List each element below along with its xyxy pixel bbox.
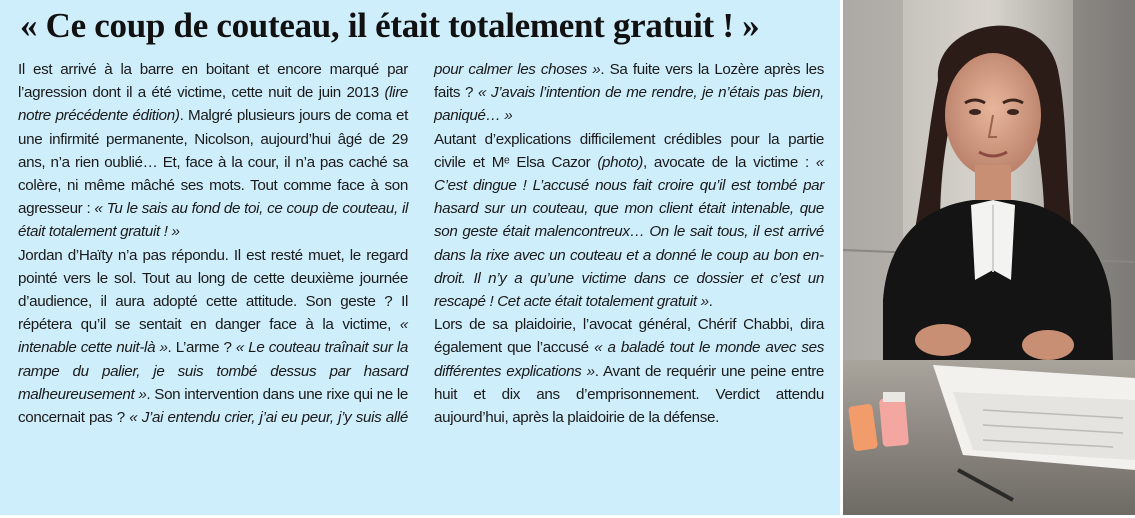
quote-text: (lire notre précédente édition): [18, 84, 408, 125]
article-paragraph: [434, 313, 824, 429]
article-paragraph: [434, 128, 824, 314]
body-text: . Sa fuite vers la Lozère après les faits ?: [434, 61, 824, 102]
body-text: .: [708, 293, 713, 311]
body-text: . Avant de requérir une peine entre huit et dix ans d’emprisonnement. Verdict attendu aujourd’hui, après la plaidoirie de la défense.: [434, 362, 825, 427]
quote-text: « J’avais l’intention de me rendre, je n’étais pas bien, paniqué… »: [434, 84, 824, 125]
lawyer-portrait-image: [843, 0, 1135, 515]
body-text: Lors de sa plaidoirie, l’avocat général, Chérif Chabbi, dira également que l’accusé: [434, 316, 824, 357]
quote-text: « Le couteau traînait sur la rampe du palier, je suis tombé dessus par hasard malheureusement »: [18, 339, 408, 403]
body-text: Il est arrivé à la barre en boitant et encore marqué par l’agression dont il a été victime, cette nuit de juin 2013: [18, 61, 408, 102]
body-text: , avocate de la victime :: [643, 153, 816, 171]
body-text: Jordan d’Haïty n’a pas répondu. Il est resté muet, le regard pointé vers le sol. Tout au long de cette deuxième journée d’audience, il aura adopté cette attitude. Son geste ? Il répétera qu’il se sentait en danger face à la victime,: [18, 246, 408, 334]
quote-text: « intenable cette nuit-là »: [18, 316, 408, 357]
body-text: . Son intervention dans une rixe qui ne le concernait pas ?: [18, 385, 408, 427]
article-body: [18, 58, 824, 518]
quote-text: « Tu le sais au fond de toi, ce coup de couteau, il était totalement gratuit ! »: [18, 200, 408, 241]
body-text: Autant d’explications difficilement crédibles pour la partie civile et Mᵉ Elsa Cazor: [434, 130, 824, 171]
quote-text: « J’ai entendu crier, j’ai eu peur, j’y suis allé pour calmer les choses »: [129, 61, 601, 427]
headline: « Ce coup de couteau, il était totalement gratuit ! »: [20, 6, 760, 45]
article-paragraph: [18, 58, 408, 244]
body-text: . Malgré plusieurs jours de coma et une infirmité permanente, Nicolson, aujourd’hui âgé de 29 ans, n’a rien oublié… Et, face à la cour, il n’a pas caché sa colère, ni même mâché ses mots. Tout comme face à son agresseur :: [18, 107, 408, 218]
lawyer-photo: [843, 0, 1135, 515]
quote-text: « C’est dingue ! L’accusé nous fait croire qu’il est tombé par hasard sur un couteau, que mon client était intenable, que son geste était malencontreux… On le sait tous, il est arrivé dans la rixe avec un couteau et a donné le coup au bon endroit. Il n’y a qu’une victime dans ce dossier et c’est un rescapé ! Cet acte était totalement gratuit »: [434, 153, 824, 311]
body-text: . L’arme ?: [167, 339, 236, 357]
quote-text: (photo): [597, 153, 644, 171]
quote-text: « a baladé tout le monde avec ses différentes explications »: [434, 339, 825, 380]
